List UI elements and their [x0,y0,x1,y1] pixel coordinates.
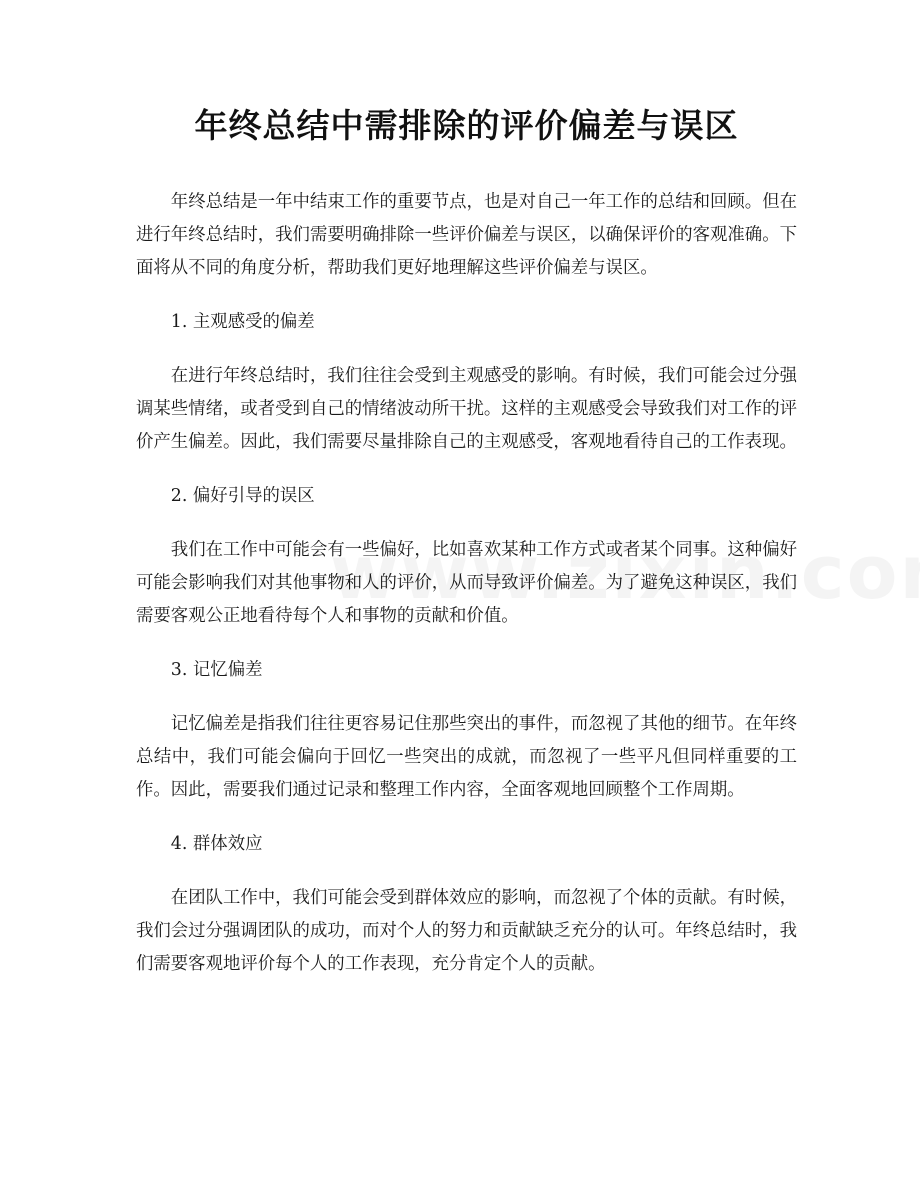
section-body-3: 记忆偏差是指我们往往更容易记住那些突出的事件，而忽视了其他的细节。在年终总结中，我们可能会偏向于回忆一些突出的成就，而忽视了一些平凡但同样重要的工作。因此，需要我们通过记录和整理工作内容，全面客观地回顾整个工作周期。 [136,714,797,800]
intro-paragraph: 年终总结是一年中结束工作的重要节点，也是对自己一年工作的总结和回顾。但在进行年终总结时，我们需要明确排除一些评价偏差与误区，以确保评价的客观准确。下面将从不同的角度分析，帮助我们更好地理解这些评价偏差与误区。 [136,192,797,278]
document-title: 年终总结中需排除的评价偏差与误区 [194,106,739,145]
section-heading-4: 4. 群体效应 [170,834,263,854]
section-body-1: 在进行年终总结时，我们往往会受到主观感受的影响。有时候，我们可能会过分强调某些情绪，或者受到自己的情绪波动所干扰。这样的主观感受会导致我们对工作的评价产生偏差。因此，我们需要尽量排除自己的主观感受，客观地看待自己的工作表现。 [136,366,797,452]
section-heading-2: 2. 偏好引导的误区 [170,486,315,506]
section-body-4: 在团队工作中，我们可能会受到群体效应的影响，而忽视了个体的贡献。有时候，我们会过分强调团队的成功，而对个人的努力和贡献缺乏充分的认可。年终总结时，我们需要客观地评价每个人的工作表现，充分肯定个人的贡献。 [136,888,797,974]
section-heading-1: 1. 主观感受的偏差 [170,312,315,332]
section-body-2: 我们在工作中可能会有一些偏好，比如喜欢某种工作方式或者某个同事。这种偏好可能会影响我们对其他事物和人的评价，从而导致评价偏差。为了避免这种误区，我们需要客观公正地看待每个人和事物的贡献和价值。 [136,540,797,626]
section-heading-3: 3. 记忆偏差 [170,660,263,680]
